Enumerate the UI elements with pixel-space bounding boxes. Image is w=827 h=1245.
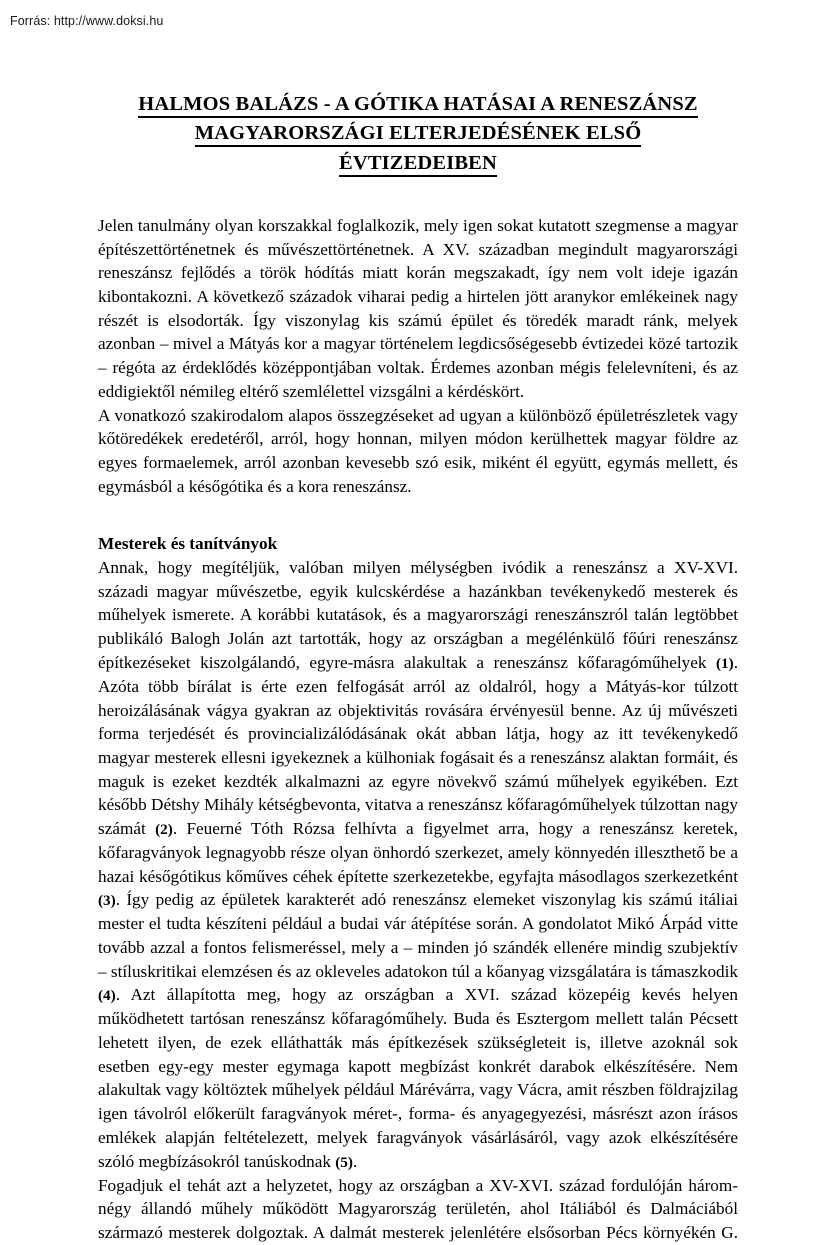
page-title-line-3-text: ÉVTIZEDEIBEN	[339, 152, 497, 177]
page-title-line-2	[98, 119, 738, 148]
page-title-line-2-text: MAGYARORSZÁGI ELTERJEDÉSÉNEK ELSŐ	[195, 122, 642, 147]
intro-paragraph-1: Jelen tanulmány olyan korszakkal foglalkozik, mely igen sokat kutatott szegmense a magyar építészettörténetnek és művészettörténetnek. A XV. században megindult magyarországi reneszánsz fejlődés a török hódítás miatt korán megszakadt, így nem volt ideje igazán kibontakozni. A következő századok viharai pedig a hirtelen jött aranykor emlékeinek nagy részét is elsodorták. Így viszonylag kis számú épület és töredék maradt ránk, melyek azonban – mivel a Mátyás kor a magyar történelem legdicsőségesebb évtizedei közé tartozik – régóta az érdeklődés középpontjában voltak. Érdemes azonban mégis felelevníteni, és az eddigiektől némileg eltérő szemlélettel vizsgálni a kérdéskört.	[98, 215, 738, 401]
intro-paragraph-2: A vonatkozó szakirodalom alapos összegzéseket ad ugyan a különböző épületrészletek vagy kőtöredékek eredetéről, arról, hogy honnan, milyen módon kerülhettek magyar földre az egyes formaelemek, arról azonban kevesebb szó esik, miként él együtt, egymás mellett, és egymásból a későgótika és a kora reneszánsz.	[98, 405, 738, 496]
masters-text-f: .	[352, 1151, 358, 1171]
masters-text-e: . Azt állapította meg, hogy az országban a XVI. század közepéig kevés helyen működhetett tartósan reneszánsz kőfaragóműhely. Buda és Esztergom mellett talán Pécsett lehetett ilyen, de ezek elláthatták más építkezések szükségleteit is, illetve azoknál sok esetben egy-egy mester egymaga kapott megbízást konkrét darabok elkészítésére. Nem alakultak vagy költöztek műhelyek például Márévárra, vagy Vácra, amit részben földrajzilag igen távolról előkerült faragványok méret-, forma- és anyagegyezési, másrészt azon írásos emlékek alapján feltételezett, melyek faragványok vásárlásáról, vagy azok elkészítésére szóló megbízásokról tanúskodnak	[98, 985, 738, 1171]
page-title-line-3	[98, 149, 738, 178]
page-content	[98, 90, 738, 1245]
section-heading-masters: Mesterek és tanítványok	[98, 534, 278, 554]
page-title-line-1-text: HALMOS BALÁZS - A GÓTIKA HATÁSAI A RENESZÁNSZ	[138, 93, 697, 118]
masters-paragraph-1	[98, 556, 738, 1173]
masters-text-a: Annak, hogy megítéljük, valóban milyen mélységben ivódik a reneszánsz a XV-XVI. századi magyar művészetbe, egyik kulcskérdése a hazánkban tevékenykedő mesterek és műhelyek ismerete. A korábbi kutatások, és a magyarországi reneszánszról talán legtöbbet publikáló Balogh Jolán azt tartották, hogy az országban a megélénkülő főúri reneszánsz építkezéseket kiszolgálandó, egyre-másra alakultak a reneszánsz kőfaragóműhelyek	[98, 558, 738, 672]
section-spacer	[98, 498, 738, 532]
reference-marker-1: (1)	[715, 654, 734, 672]
page-title	[98, 90, 738, 178]
title-spacer	[98, 178, 738, 214]
reference-marker-2: (2)	[155, 821, 173, 839]
reference-marker-3: (3)	[98, 892, 116, 910]
page-title-line-1	[98, 90, 738, 119]
masters-text-b: . Azóta több bírálat is érte ezen felfogását arról az oldalról, hogy a Mátyás-kor túlzott heroizálásának vágya gyakran az objektivitás rovására érvényesül benne. Az új művészeti forma terjedését és provincializálódásának okát abban látja, hogy az itt tevékenykedő magyar mesterek ellesni igyekeznek a külhoniak fogásait és a reneszánsz alaktan formáit, és maguk is ezeket kezdték alkalmazni az egyre növekvő számú műhelyek egyikében. Ezt később Détshy Mihály kétségbevonta, vitatva a reneszánsz kőfaragóműhelyek túlzottan nagy számát	[98, 652, 738, 839]
reference-marker-4: (4)	[98, 987, 116, 1005]
masters-paragraph-2: Fogadjuk el tehát azt a helyzetet, hogy az országban a XV-XVI. század fordulóján három-négy állandó műhely működött Magyarország területén, ahol Itáliából és Dalmáciából származó mesterek dolgoztak. A dalmát mesterek jelenlétére elsősorban Pécs környékén G.	[98, 1175, 738, 1242]
source-watermark-header: Forrás: http://www.doksi.hu	[10, 14, 164, 28]
reference-marker-5: (5)	[335, 1153, 353, 1171]
masters-text-d: . Így pedig az épületek karakterét adó reneszánsz elemeket viszonylag kis számú itáliai mester el tudta készíteni például a budai vár átépítése során. A gondolatot Mikó Árpád vitte tovább azzal a fontos felismeréssel, mely a – minden jó szándék ellenére mindig szubjektív – stíluskritikai elemzésen és az okleveles adatokon túl a kőanyag vizsgálatára is támaszkodik	[98, 890, 738, 981]
masters-text-c: . Feuerné Tóth Rózsa felhívta a figyelmet arra, hogy a reneszánsz keretek, kőfaragványok legnagyobb része olyan önhordó szerkezet, amely könnyedén illeszthető be a hazai későgótikus kőműves céhek építette szerkezetekbe, egyfajta másodlagos szerkezetként	[98, 819, 738, 886]
